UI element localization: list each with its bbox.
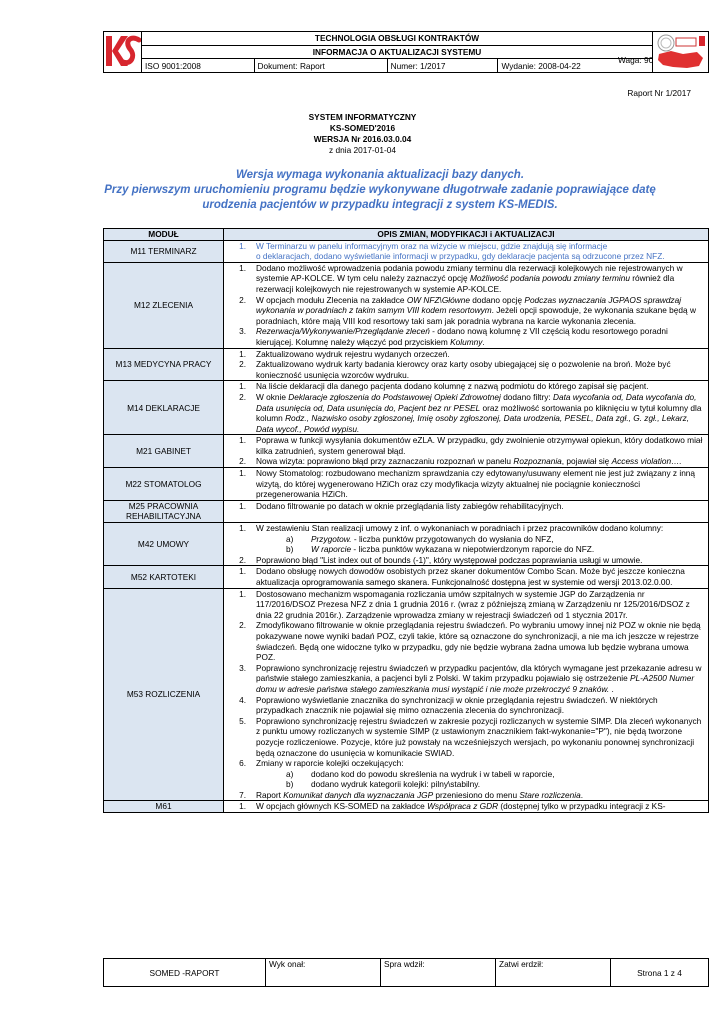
sub-list-item: a) dodano kod do powodu skreślenia na wydruk i w tabeli w raporcie, (286, 768, 555, 779)
list-item: 5. Poprawiono synchronizację rejestru świadczeń w zakresie pozycji rozliczanych w systemie SIMP. Dla zleceń wykonanych z punktu umowy rozliczanych w systemie SIMP (z ustawionym znacznikiem fakt-wykonanie="P"), nie będą tworzone pozycje rozliczeniowe. Pozycje, które już powstały na wcześniejszych wersjach, po wykonaniu ponownej synchronizacji będą oznaczone do usunięcia w komunikacie SWIAD. (239, 715, 702, 758)
list-item: 1. W Terminarzu w panelu informacyjnym oraz na wizycie w miejscu, gdzie znajdują się informacje o deklaracjach, dodano wyświetlanie informacji w przypadku, gdy deklaracje pacjenta są odrzucone przez NFZ. (239, 240, 665, 262)
system-date: z dnia 2017-01-04 (329, 145, 396, 155)
list-item: 1. Dodano filtrowanie po datach w oknie przeglądania listy zabiegów rehabilitacyjnych. (239, 500, 564, 511)
table-row (104, 262, 709, 348)
table-row (104, 381, 709, 435)
ks-logo-icon (104, 32, 141, 70)
list-item: 1. W zestawieniu Stan realizacji umowy z inf. o wykonaniach w poradniach i przez pracowników dodano kolumny: (239, 523, 664, 534)
document-header (103, 31, 709, 73)
list-item: 4. Poprawiono wyświetlanie znacznika do synchronizacji w oknie przeglądania rejestru świadczeń. W niektórych przypadkach znacznik nie pojawiał się mimo oznaczenia zlecenia do synchronizacji. (239, 694, 658, 716)
footer-document-name: SOMED -RAPORT (104, 959, 266, 987)
list-item: 2. W opcjach modułu Zlecenia na zakładce OW NFZ\Główne dodano opcję Podczas wyznaczania JGPAOS sprawdzaj wykonania w poradniach z takim samym VIII kodem resortowym. Jeżeli opcji spowoduje, że wykonania szukane będą w poradniach, które mają VIII kod resortowy taki sam jak poradnia wybrana na karcie wykonania zlecenia. (239, 294, 696, 326)
sub-list-item: a) Przygotow. - liczba punktów przygotowanych do wysłania do NFZ, (286, 533, 554, 544)
module-changes (224, 262, 709, 348)
table-row (104, 523, 709, 566)
list-item: 2. Nowa wizyta: poprawiono błąd przy zaznaczaniu rozpoznań w panelu Rozpoznania, pojawiał się Access violation…. (239, 456, 682, 467)
issue-date: Wydanie: 2008-04-22 (498, 59, 653, 73)
module-name: M53 ROZLICZENIA (104, 588, 224, 801)
module-name: M13 MEDYCYNA PRACY (104, 348, 224, 381)
document-type: Dokument: Raport (254, 59, 387, 73)
list-item: 1. Poprawa w funkcji wysyłania dokumentów eZLA. W przypadku, gdy zwolnienie otrzymywał opiekun, który dodatkowo miał kilka zatrudnień, system generował błąd. (239, 435, 703, 456)
module-name: M22 STOMATOLOG (104, 468, 224, 501)
module-changes (224, 468, 709, 501)
iso-standard: ISO 9001:2008 (142, 59, 255, 73)
module-name: M11 TERMINARZ (104, 240, 224, 262)
table-row (104, 588, 709, 801)
list-item: 2. Poprawiono błąd "List index out of bounds (-1)", który występował podczas poprawiania usługi w umowie. (239, 554, 643, 565)
table-row (104, 348, 709, 381)
table-row (104, 435, 709, 468)
table-row (104, 240, 709, 262)
sub-list-item: b) W raporcie - liczba punktów wykazana w niepotwierdzonym raporcie do NFZ. (286, 544, 595, 555)
module-name: M61 (104, 801, 224, 813)
document-weight: Waga: 90 (618, 55, 654, 65)
list-item: 1. Dodano możliwość wprowadzenia podania powodu zmiany terminu dla rezerwacji kolejkowych nie rejestrowanych w systemie AP-KOLCE. W tym celu należy zaznaczyć opcję Możliwość podania powodu zmiany terminu również dla rezerwacji kolejkowych nie rejestrowanych w systemie AP-KOLCE. (239, 262, 683, 294)
table-row (104, 566, 709, 588)
module-name: M12 ZLECENIA (104, 262, 224, 348)
changes-table (103, 228, 709, 813)
footer-performed-by: Wyk onał: (266, 959, 381, 987)
company-logo (104, 32, 142, 73)
list-item: 6. Zmiany w raporcie kolejki oczekujących: (239, 758, 404, 769)
list-item: 3. Poprawiono synchronizację rejestru świadczeń w przypadku pacjentów, dla których wymagane jest przekazanie adresu w państwie stałego zamieszkania, a pacjenci byli z Polski. W takim przypadku pojawiało się ostrzeżenie PL-A2500 Numer domu w adresie państwa stałego zamieszkania musi wystąpić i nie może przekroczyć 9 znaków. . (239, 662, 702, 694)
module-changes (224, 381, 709, 435)
warning-line-2: Przy pierwszym uruchomieniu programu będzie wykonywane długotrwałe zadanie poprawiające datę urodzenia pacjentów w przypadku integracji z system KS-MEDIS. (104, 184, 656, 211)
warning-line-1: Wersja wymaga wykonania aktualizacji bazy danych. (235, 169, 525, 181)
module-name: M25 PRACOWNIA REHABILITACYJNA (104, 500, 224, 522)
list-item: 1. W opcjach głównych KS-SOMED na zakładce Współpraca z GDR (dostępnej tylko w przypadku integracji z KS- (239, 801, 666, 812)
footer-approved-by: Zatwi erdził: (496, 959, 611, 987)
certificate-badge-icon (653, 32, 708, 70)
update-warning (100, 168, 660, 213)
module-name: M42 UMOWY (104, 523, 224, 566)
module-name: M52 KARTOTEKI (104, 566, 224, 588)
column-header-description: OPIS ZMIAN, MODYFIKACJI i AKTUALIZACJI (224, 229, 709, 241)
list-item: 1. Nowy Stomatolog: rozbudowano mechanizm sprawdzania czy edytowany/usuwany element nie jest już związany z inną wizytą, do której wygenerowano HZiCh oraz czy modyfikacja wizyty aktualnej nie pociągnie konieczności przegenerowania HZiCh. (239, 468, 696, 500)
list-item: 1. Dostosowano mechanizm wspomagania rozliczania umów szpitalnych w systemie JGP do Zarządzenia nr 117/2016/DSOZ Prezesa NFZ z dnia 1 grudnia 2016 r. (wraz z późniejszą zmianą w Zarządzeniu nr 125/2016/DSOZ z dnia 22 grudnia 2016r.). Zarządzenie wprowadza zmiany w rejestracji świadczeń od 1 stycznia 2017r. (239, 588, 690, 620)
document-number: Numer: 1/2017 (387, 59, 498, 73)
module-changes (224, 435, 709, 468)
module-changes (224, 500, 709, 522)
list-item: 1. Dodano obsługę nowych dowodów osobistych przez skaner dokumentów Combo Scan. Może być jeszcze konieczna aktualizacja oprogramowania samego skanera. Funkcjonalność dostępna jest w systemie od wersji 2013.02.0.00. (239, 566, 685, 587)
list-item: 2. Zmodyfikowano filtrowanie w oknie przeglądania rejestru świadczeń. Po wybraniu umowy innej niż POZ w oknie nie będą pokazywane nowe wyniki badań POZ, czyli takie, które są oznaczone do synchronizacji, a nie ma ich jeszcze w rejestrze świadczeń. Będą one widoczne tylko w przypadku, gdy nie będzie wybrana żadna umowa lub będzie wybrana umowa POZ. (239, 620, 701, 663)
certificate-seal (653, 32, 709, 73)
list-item: 1. Na liście deklaracji dla danego pacjenta dodano kolumnę z nazwą podmiotu do którego zapisał się pacjent. (239, 381, 649, 392)
company-name: TECHNOLOGIA OBSŁUGI KONTRAKTÓW (142, 32, 653, 46)
table-row (104, 801, 709, 813)
system-name: SYSTEM INFORMATYCZNY (308, 112, 417, 122)
table-row (104, 500, 709, 522)
document-footer (103, 958, 709, 987)
system-product: KS-SOMED'2016 (329, 123, 396, 133)
module-changes (224, 566, 709, 588)
system-info (0, 112, 725, 156)
list-item: 7. Raport Komunikat danych dla wyznaczania JGP przeniesiono do menu Stare rozliczenia. (239, 789, 584, 800)
list-item: 1. Zaktualizowano wydruk rejestru wydanych orzeczeń. (239, 348, 450, 359)
list-item: 2. Zaktualizowano wydruk karty badania kierowcy oraz karty osoby ubiegającej się o pozwolenie na broń. Może być konieczność usunięcia wzorców wydruku. (239, 359, 671, 380)
module-changes (224, 240, 709, 262)
table-row (104, 468, 709, 501)
module-changes (224, 348, 709, 381)
column-header-module: MODUŁ (104, 229, 224, 241)
module-changes (224, 801, 709, 813)
list-item: 3. Rezerwacja/Wykonywanie/Przeglądanie zleceń - dodano nową kolumnę z VII częścią kodu resortowego poradni kierującej. Kolumnę należy włączyć pod przyciskiem Kolumny. (239, 326, 668, 347)
module-changes (224, 523, 709, 566)
module-name: M21 GABINET (104, 435, 224, 468)
footer-checked-by: Spra wdził: (381, 959, 496, 987)
sub-list-item: b) dodano wydruk kategorii kolejki: pilny\stabilny. (286, 779, 481, 790)
module-name: M14 DEKLARACJE (104, 381, 224, 435)
module-changes (224, 588, 709, 801)
system-version: WERSJA Nr 2016.03.0.04 (313, 134, 412, 144)
list-item: 2. W oknie Deklaracje zgłoszenia do Podstawowej Opieki Zdrowotnej dodano filtry: Data wycofania od, Data wycofania do, Data usunięcia od, Data usunięcia do, Pacjent bez nr PESEL oraz możliwość sortowania po kliknięciu w tytuł kolumny dla kolumn Rodz., Nazwisko osoby zgłoszonej, Imię osoby zgłoszonej, Data urodzenia, PESEL, Data zgł., G. zgł., Lekarz, Data wycof., Powód wypisu. (239, 391, 702, 434)
document-title: INFORMACJA O AKTUALIZACJI SYSTEMU (142, 45, 653, 59)
footer-page-number: Strona 1 z 4 (611, 959, 709, 987)
report-number: Raport Nr 1/2017 (627, 88, 691, 98)
